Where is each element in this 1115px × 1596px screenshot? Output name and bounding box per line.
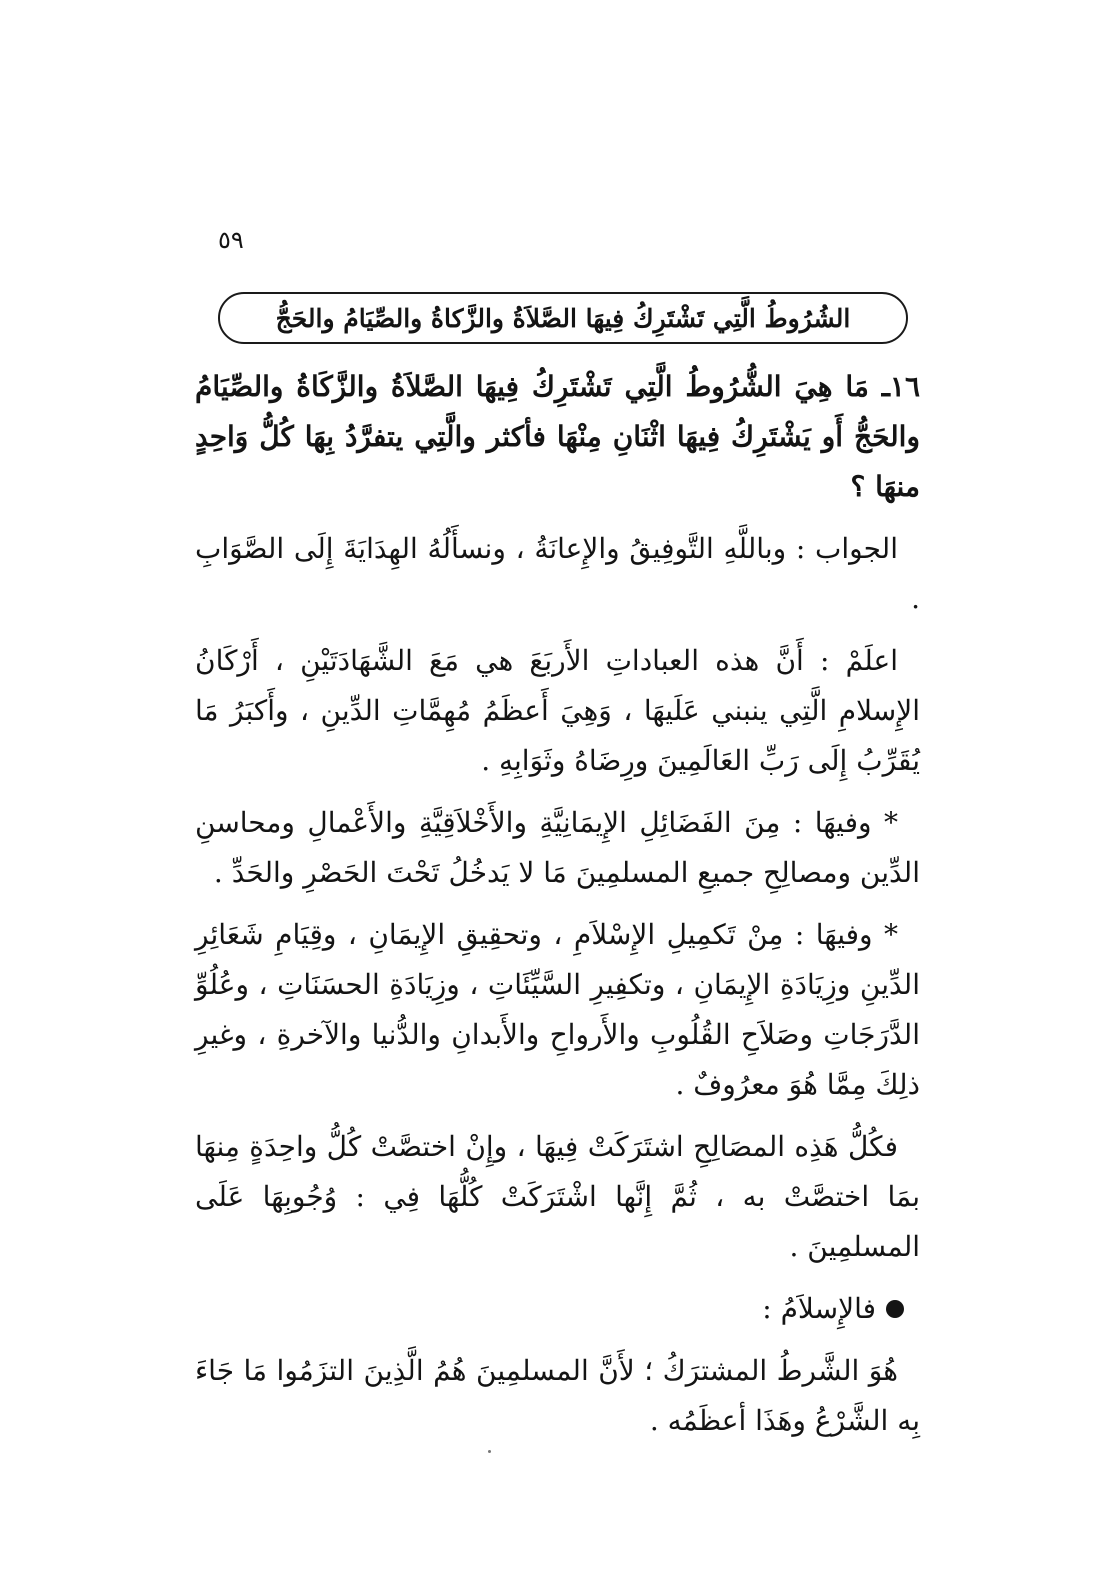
bullet-heading [195,1284,920,1334]
body-text [195,362,920,1458]
paragraph-1: اعلَمْ : أَنَّ هذه العباداتِ الأَربَعَ هي مَعَ الشَّهَادَتَيْنِ ، أَرْكَانُ الإِسلامِ الَّتِي ينبني عَلَيهَا ، وَهِيَ أَعظَمُ مُهِمَّاتِ الدِّينِ ، وأَكبَرُ مَا يُقَرِّبُ إِلَى رَبِّ العَالَمِينَ ورِضَاهُ وثَوَابِهِ . [195,644,920,777]
paragraph-4: فكُلُّ هَذِه المصَالِحِ اشتَرَكَتْ فِيهَا ، وإِنْ اختصَّتْ كُلُّ واحِدَةٍ مِنهَا بمَا اختصَّتْ به ، ثُمَّ إِنَّها اشْتَرَكَتْ كُلُّهَا فِي : وُجُوبِهَا عَلَى المسلمِينَ . [195,1130,920,1263]
answer-intro: الجواب : وباللَّهِ التَّوفِيقُ والإِعانَةُ ، ونسأَلُهُ الهِدَايَةَ إِلَى الصَّوَابِ . [195,532,920,615]
question-paragraph: ١٦ـ مَا هِيَ الشُّرُوطُ الَّتِي تَشْتَرِكُ فِيهَا الصَّلاَةُ والزَّكَاةُ والصِّيَامُ والحَجُّ أَو يَشْتَرِكُ فِيهَا اثْنَانِ مِنْهَا فأكثر والَّتِي يتفرَّدُ بِهَا كُلُّ وَاحِدٍ منهَا ؟ [195,370,920,503]
section-header-title: الشُرُوطُ الَّتِي تَشْتَرِكُ فِيهَا الصَّلاَةُ والزَّكاةُ والصِّيَامُ والحَجُّ [275,303,851,333]
paragraph-3: * وفيهَا : مِنْ تَكمِيلِ الإِسْلاَمِ ، وتحقِيقِ الإِيمَانِ ، وقِيَامِ شَعَائِرِ الدِّينِ وزِيَادَةِ الإِيمَانِ ، وتكفِيرِ السَّيِّئَاتِ ، وزِيَادَةِ الحسَنَاتِ ، وعُلُوِّ الدَّرَجَاتِ وصَلاَحِ القُلُوبِ والأَرواحِ والأَبدانِ والدُّنيا والآخرةِ ، وغيرِ ذلِكَ مِمَّا هُوَ معرُوفٌ . [195,918,920,1101]
scan-speck [488,1450,491,1453]
paragraph-5: هُوَ الشَّرطُ المشترَكُ ؛ لأَنَّ المسلمِينَ هُمُ الَّذِينَ التزَمُوا مَا جَاءَ بِه الشَّرْعُ وهَذَا أعظَمُه . [195,1354,920,1437]
bullet-dot-icon [886,1300,904,1318]
section-header-box [218,292,908,344]
page-number: ٥٩ [218,226,244,254]
bullet-heading-text: فالإِسلاَمُ : [762,1292,876,1325]
paragraph-2: * وفيهَا : مِنَ الفَضَائِلِ الإِيمَانِيَّةِ والأَخْلاَقِيَّةِ والأَعْمالِ ومحاسنِ الدِّين ومصالِحِ جميعِ المسلمِينَ مَا لا يَدخُلُ تَحْتَ الحَصْرِ والحَدِّ . [195,806,920,889]
